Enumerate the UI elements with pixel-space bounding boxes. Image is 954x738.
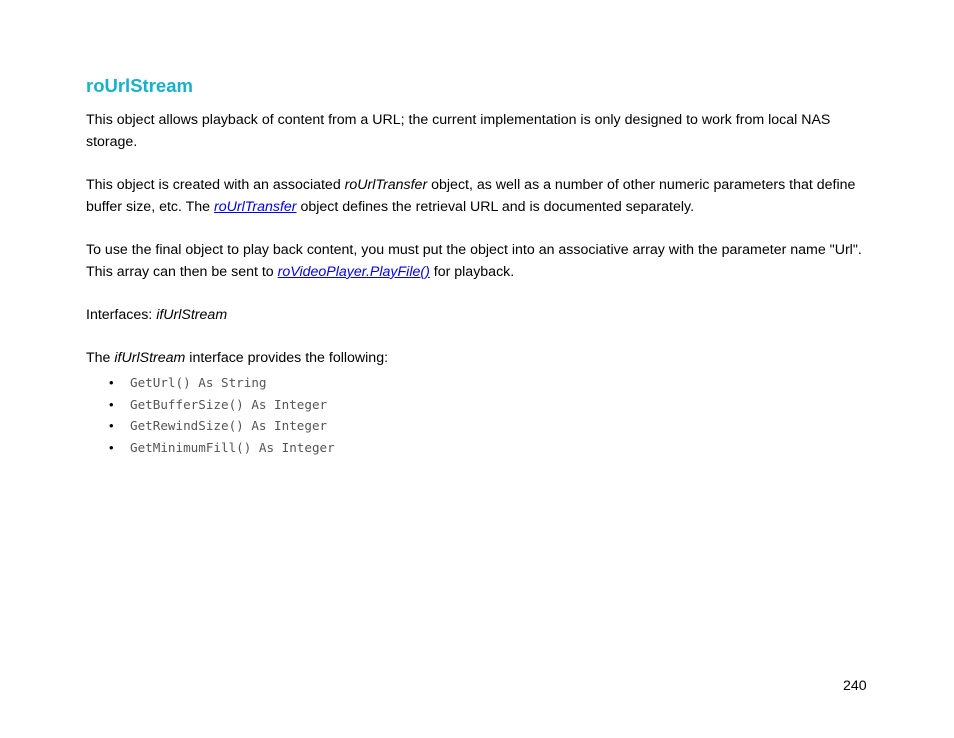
bullet-icon: • — [109, 396, 114, 412]
rourltransfer-link[interactable]: roUrlTransfer — [214, 199, 297, 215]
intro-paragraph — [86, 109, 866, 153]
creation-text-c: object defines the retrieval URL and is documented separately. — [296, 199, 695, 215]
interface-intro-italic: ifUrlStream — [114, 350, 186, 366]
interfaces-name: ifUrlStream — [156, 307, 228, 323]
creation-text-b: object, as well as a number of other numeric parameters that define buffer size, etc. The — [86, 177, 856, 215]
rourltransfer-italic: roUrlTransfer — [344, 177, 428, 193]
interfaces-paragraph — [86, 304, 866, 326]
usage-text-b: for playback. — [429, 264, 515, 280]
usage-text-a: To use the final object to play back content, you must put the object into an associative array with the parameter name "Url". This array can then be sent to — [86, 242, 862, 280]
bullet-icon: • — [109, 418, 114, 434]
method-signature: GetBufferSize() As Integer — [130, 396, 328, 412]
rovideoplayer-playfile-link[interactable]: roVideoPlayer.PlayFile() — [277, 264, 430, 280]
method-signature: GetRewindSize() As Integer — [130, 418, 328, 434]
interface-intro-b: interface provides the following: — [185, 350, 389, 366]
method-list — [86, 372, 866, 459]
intro-text: This object allows playback of content from a URL; the current implementation is only designed to work from local NAS storage. — [86, 112, 831, 150]
usage-paragraph — [86, 239, 866, 283]
creation-text-a: This object is created with an associated — [86, 177, 345, 193]
method-signature: GetMinimumFill() As Integer — [130, 440, 335, 456]
interface-intro-paragraph — [86, 347, 866, 369]
interface-intro-a: The — [86, 350, 115, 366]
list-item — [86, 394, 866, 416]
list-item — [86, 437, 866, 459]
method-signature: GetUrl() As String — [130, 375, 267, 390]
document-page — [86, 74, 866, 459]
list-item — [86, 372, 866, 394]
page-number: 240 — [843, 678, 867, 694]
section-title: roUrlStream — [86, 75, 193, 96]
bullet-icon: • — [109, 375, 114, 390]
bullet-icon: • — [109, 440, 114, 456]
creation-paragraph — [86, 174, 866, 218]
list-item — [86, 415, 866, 437]
interfaces-label: Interfaces: — [86, 307, 157, 323]
